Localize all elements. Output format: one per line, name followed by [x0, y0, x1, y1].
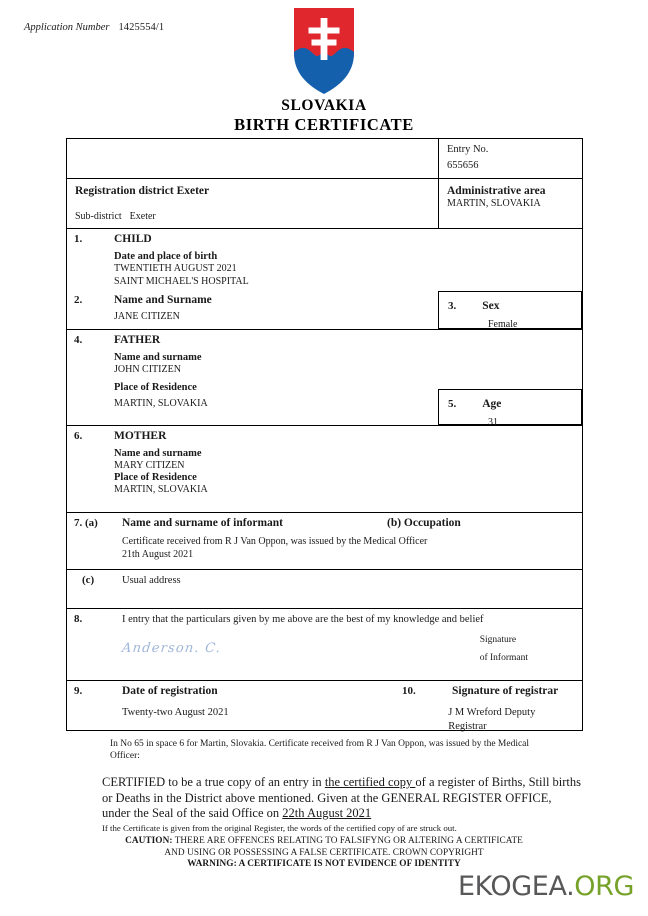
- father-name-row: [74, 352, 575, 376]
- registrar-value: J M Wreford Deputy Registrar: [448, 707, 536, 732]
- table-row-usual-address: [67, 570, 583, 609]
- child-name-label: Name and Surname: [114, 294, 212, 306]
- registration-district-cell: [67, 179, 439, 229]
- signature-label-line-2: of Informant: [479, 653, 528, 663]
- table-row-entry: [67, 139, 583, 179]
- original-register-note: If the Certificate is given from the original Register, the words of the certified copy of are struck out.: [102, 822, 457, 833]
- footer-note-line-1: In No 65 in space 6 for Martin, Slovakia. Certificate received from R J Van Oppon, was issued by the Medical: [110, 739, 530, 749]
- sub-district-label: Sub-district: [75, 211, 122, 222]
- administrative-area-cell: [439, 179, 583, 229]
- child-number: 1.: [74, 233, 83, 245]
- declaration-cell: [67, 609, 583, 681]
- child-name-value: JANE CITIZEN: [114, 311, 180, 322]
- father-residence-label: Place of Residence: [114, 382, 197, 393]
- caution-line-2: AND USING OR POSSESSING A FALSE CERTIFICATE. CROWN COPYRIGHT: [164, 847, 484, 858]
- table-row-registration-signature: [67, 681, 583, 731]
- warning-line: WARNING: A CERTIFICATE IS NOT EVIDENCE OF IDENTITY: [187, 859, 461, 869]
- sex-number: 3.: [448, 300, 457, 312]
- entry-number-cell: [439, 139, 583, 179]
- document-title-type: BIRTH CERTIFICATE: [234, 115, 414, 134]
- certified-part-2: of a register of Births, Still births or Deaths in the District above mentioned. Given at the GENERAL REGISTER OFFICE, under the Seal of the said Office on: [102, 775, 582, 820]
- application-number-label: Application Number: [24, 22, 110, 33]
- mother-heading-row: [74, 430, 575, 442]
- informant-detail-line-2: 21th August 2021: [122, 549, 194, 560]
- caution-label: CAUTION:: [125, 836, 173, 846]
- usual-address-cell: [67, 570, 583, 609]
- mother-name-label: Name and surname: [114, 448, 202, 459]
- table-row-child: [67, 229, 583, 330]
- table-row-informant: [67, 513, 583, 570]
- child-name-number: 2.: [74, 294, 83, 306]
- sex-value: Female: [488, 319, 518, 330]
- ekogea-logo: [458, 871, 634, 902]
- table-row-registration-district: [67, 179, 583, 229]
- declaration-number: 8.: [74, 613, 83, 625]
- informant-detail-line-1: Certificate received from R J Van Oppon, was issued by the Medical Officer: [122, 536, 428, 547]
- caution-text-1: THERE ARE OFFENCES RELATING TO FALSIFYNG OR ALTERING A CERTIFICATE: [172, 836, 523, 846]
- certified-part-1: CERTIFIED to be a true copy of an entry in: [102, 775, 325, 789]
- informant-occupation-label: (b) Occupation: [387, 517, 461, 529]
- registrar-number: 10.: [402, 685, 416, 697]
- ekogea-logo-tld: ORG: [574, 871, 634, 902]
- child-section-cell: [67, 229, 583, 330]
- footer-note-line-2: Officer:: [110, 751, 140, 761]
- signature-label-line-1: Signature: [479, 635, 517, 645]
- sub-district: [67, 211, 438, 228]
- mother-details-row: [74, 448, 575, 496]
- mother-section-cell: [67, 426, 583, 513]
- table-row-father: [67, 330, 583, 426]
- father-heading-row: [74, 334, 575, 346]
- administrative-area-value: MARTIN, SLOVAKIA: [447, 198, 541, 209]
- ekogea-logo-dot: .: [566, 871, 575, 902]
- table-row-mother: [67, 426, 583, 513]
- document-title: [0, 96, 648, 135]
- child-heading-row: [74, 233, 575, 245]
- father-name-label: Name and surname: [114, 352, 202, 363]
- child-birthplace-value: SAINT MICHAEL'S HOSPITAL: [114, 276, 249, 287]
- sex-box: [438, 291, 582, 329]
- registration-date-number: 9.: [74, 685, 83, 697]
- slovakia-coat-of-arms-icon: [291, 6, 357, 94]
- mother-number: 6.: [74, 430, 83, 442]
- father-residence-value: MARTIN, SLOVAKIA: [114, 398, 208, 409]
- signature-of-informant-label: [480, 631, 528, 667]
- mother-residence-label: Place of Residence: [114, 472, 197, 483]
- usual-address-number: (c): [82, 574, 95, 586]
- child-section-label: CHILD: [114, 233, 152, 245]
- certified-statement: [66, 775, 582, 822]
- mother-residence-value: MARTIN, SLOVAKIA: [114, 484, 208, 495]
- registrar-label: Signature of registrar: [452, 685, 559, 697]
- caution-block: [0, 836, 648, 871]
- certified-underlined-copy: the certified copy: [324, 775, 416, 789]
- child-dob-value: TWENTIETH AUGUST 2021: [114, 263, 237, 274]
- certified-underlined-date: 22th August 2021: [282, 806, 372, 820]
- registration-district-label: Registration district Exeter: [75, 185, 210, 197]
- caution-line-1: [0, 836, 648, 848]
- informant-number: 7. (a): [74, 517, 98, 529]
- footer-prose: [66, 738, 582, 834]
- father-name-value: JOHN CITIZEN: [114, 364, 181, 375]
- usual-address-label: Usual address: [122, 575, 181, 586]
- informant-name-label: Name and surname of informant: [122, 517, 283, 529]
- father-number: 4.: [74, 334, 83, 346]
- mother-section-label: MOTHER: [114, 430, 167, 442]
- sub-district-value: Exeter: [129, 211, 156, 222]
- sex-label: Sex: [482, 300, 500, 312]
- father-section-cell: [67, 330, 583, 426]
- registration-date-value: Twenty-two August 2021: [122, 707, 229, 718]
- registration-date-label: Date of registration: [122, 685, 218, 697]
- certificate-table: [66, 138, 583, 731]
- informant-signature-value: Anderson. C.: [121, 641, 222, 656]
- entry-number-value: 655656: [447, 160, 479, 171]
- declaration-text: I entry that the particulars given by me above are the best of my knowledge and belief: [122, 614, 484, 625]
- age-value: 31: [488, 417, 498, 428]
- coat-of-arms-container: [0, 6, 648, 94]
- age-label: Age: [482, 398, 502, 410]
- child-dob-row: [74, 251, 575, 288]
- table-row-declaration: [67, 609, 583, 681]
- informant-cell: [67, 513, 583, 570]
- entry-blank-cell: [67, 139, 439, 179]
- child-dob-label: Date and place of birth: [114, 251, 218, 262]
- father-section-label: FATHER: [114, 334, 161, 346]
- application-number-value: 1425554/1: [118, 22, 165, 33]
- footer-note: [66, 738, 582, 762]
- age-number: 5.: [448, 398, 457, 410]
- ekogea-logo-name: EKOGEA: [457, 871, 567, 902]
- mother-name-value: MARY CITIZEN: [114, 460, 185, 471]
- administrative-area-label: Administrative area: [447, 185, 546, 197]
- entry-number-label: Entry No.: [447, 144, 489, 155]
- age-box: [438, 389, 582, 428]
- document-title-country: SLOVAKIA: [281, 97, 367, 114]
- registration-signature-cell: [67, 681, 583, 731]
